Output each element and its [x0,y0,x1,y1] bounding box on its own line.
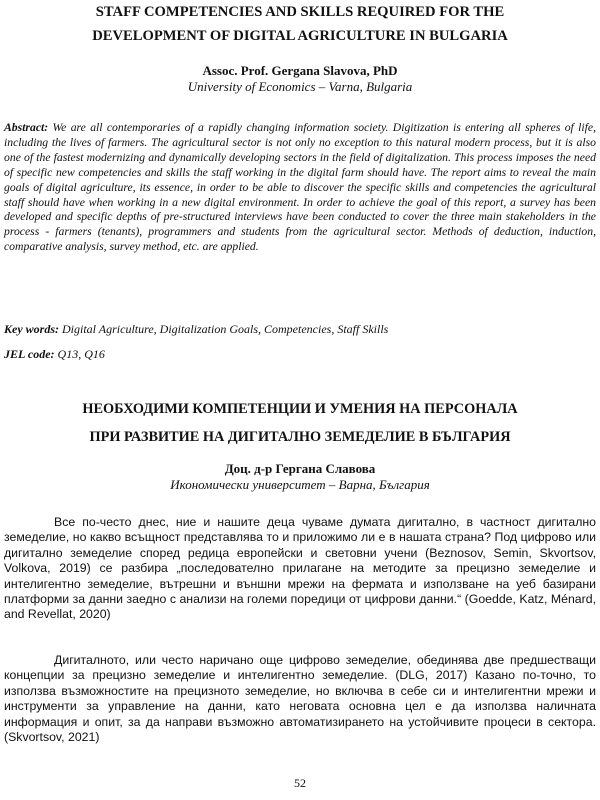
bulgarian-title-line-1: НЕОБХОДИМИ КОМПЕТЕНЦИИ И УМЕНИЯ НА ПЕРСОНАЛА [82,401,518,417]
keywords-label: Key words: [4,322,59,336]
bulgarian-author-name: Доц. д-р Гергана Славова [224,461,376,476]
body-paragraph-1: Все по-често днес, ние и нашите деца чуваме думата дигитално, в частност дигитално земеделие, но какво всъщност представлява то и приложимо ли е в нашата страна? Под цифрово или дигитално земеделие според редица европейски и световни учени (Beznosov, Semin, Skvortsov, Volkova, 2019) се разбира „последователно прилагане на методите за прецизно земеделие и интелигентно земеделие, вътрешни и външни мрежи на фермата и използване на уеб базирани платформи за данни заедно с анализи на големи поредици от цифрови данни.“ (Goedde, Katz, Ménard, and Revellat, 2020) [4,515,596,622]
page-number: 52 [294,776,306,790]
english-title [10,0,590,48]
english-title-line-2: DEVELOPMENT OF DIGITAL AGRICULTURE IN BULGARIA [92,28,508,44]
body-paragraph-2: Дигиталното, или често наричано още цифрово земеделие, обединява две предшестващи концепции за прецизно земеделие и интелигентно земеделие. (DLG, 2017) Казано по-точно, то използва възможностите на прецизното земеделие, но включва в себе си и интелигентни мрежи и инструменти за управление на данни, като неговата основна цел е да използва наличната информация и опит, за да направи възможно автоматизирането на устойчивите процеси в сектора. (Skvortsov, 2021) [4,653,596,745]
bulgarian-author-affiliation: Икономически университет – Варна, България [170,477,430,492]
jel-code-line [4,347,596,362]
english-author-block [0,63,600,95]
english-author-affiliation: University of Economics – Varna, Bulgaria [187,79,413,94]
keywords-line [4,322,596,337]
abstract-label: Abstract: [4,121,49,134]
abstract-text: We are all contemporaries of a rapidly changing information society. Digitization is entering all spheres of life, including the lives of farmers. The agricultural sector is not only no exception to this natural modern process, but it is also one of the fastest modernizing and dynamically developing sectors in the field of digitalization. This process imposes the need of specific new competencies and skills the staff working in the digital farm should have. The report aims to reveal the main goals of digital agriculture, its essence, in order to be able to discover the specific skills and competencies the agricultural staff should have when working in a new digital environment. In order to achieve the goal of this report, a survey has been developed and specific depths of pre-structured interviews have been conducted to cover the three main stakeholders in the process - farmers (tenants), programmers and students from the agricultural sector. Methods of deduction, induction, comparative analysis, survey method, etc. are applied. [4,121,596,254]
english-abstract [4,121,596,255]
bulgarian-title-line-2: ПРИ РАЗВИТИЕ НА ДИГИТАЛНО ЗЕМЕДЕЛИЕ В БЪЛГАРИЯ [89,429,511,445]
jel-code-label: JEL code: [4,347,55,361]
english-title-line-1: STAFF COMPETENCIES AND SKILLS REQUIRED FOR THE [95,4,505,20]
jel-code-value: Q13, Q16 [54,347,105,361]
bulgarian-author-block [0,461,600,493]
keywords-value: Digital Agriculture, Digitalization Goals, Competencies, Staff Skills [59,322,389,336]
bulgarian-title [10,395,590,451]
english-author-name: Assoc. Prof. Gergana Slavova, PhD [202,63,398,78]
